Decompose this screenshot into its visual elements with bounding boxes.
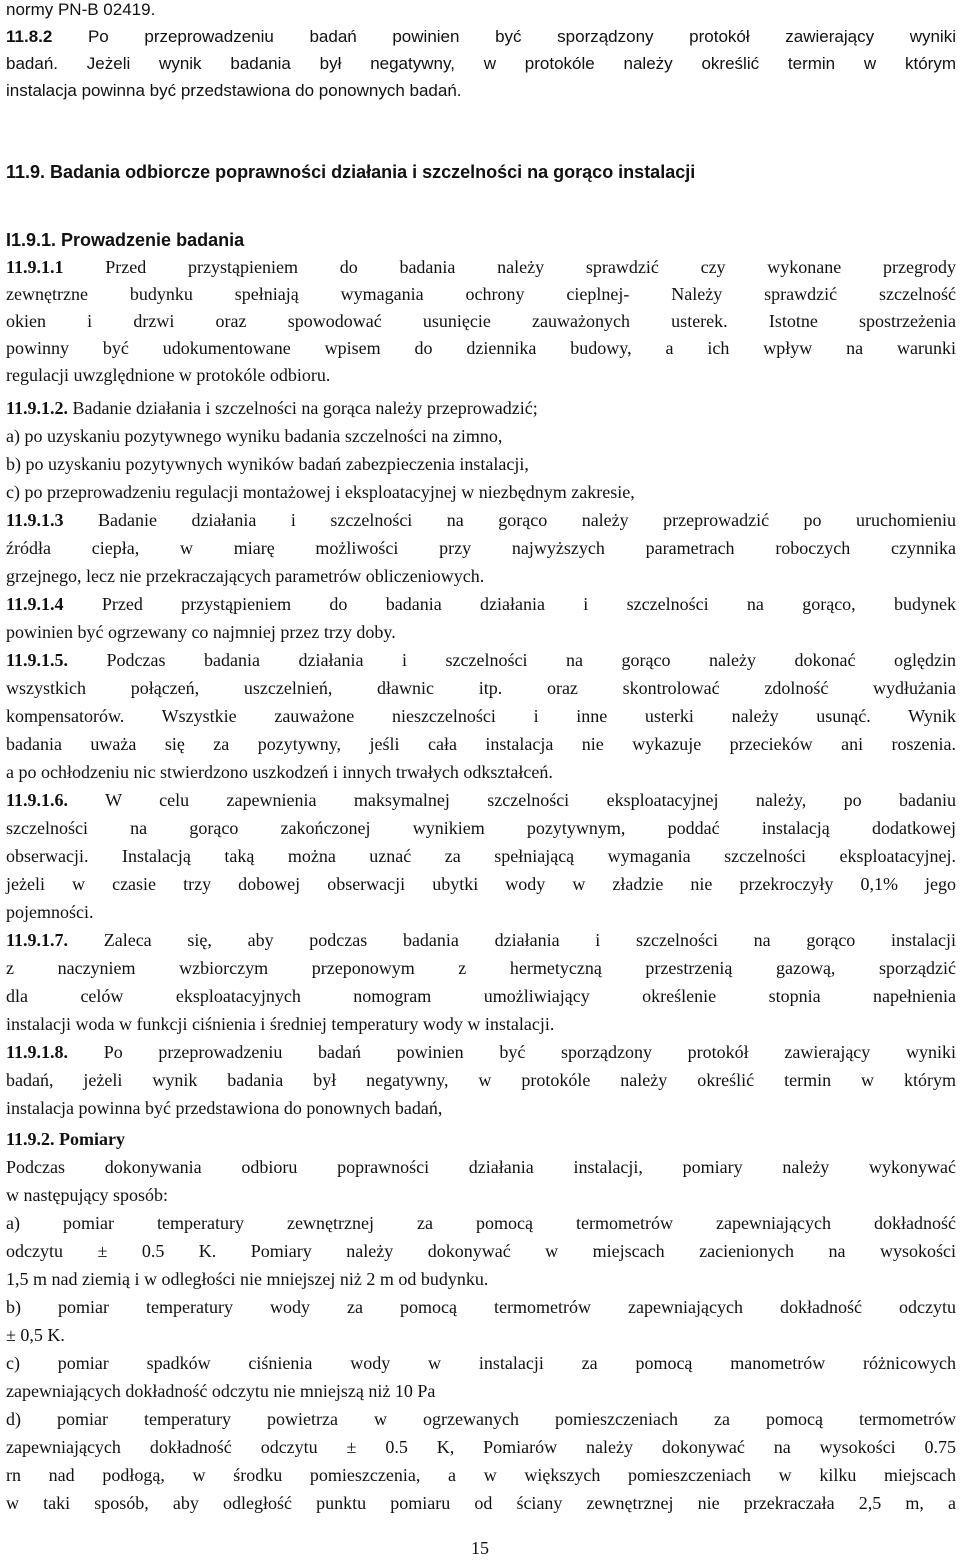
paragraph-text: Po przeprowadzeniu badań powinien być sporządzony protokół zawierający wyniki [52,27,956,46]
list-item: c) pomiar spadków ciśnienia wody w instalacji za pomocą manometrów różnicowych [6,1353,956,1373]
text-line: grzejnego, lecz nie przekraczających parametrów obliczeniowych. [6,566,485,586]
text-line: jeżeli w czasie trzy dobowej obserwacji ubytki wody w zładzie nie przekroczyły 0,1% jego [6,874,956,894]
list-item: d) pomiar temperatury powietrza w ogrzewanych pomieszczeniach za pomocą termometrów [6,1409,956,1429]
text-line: w następujący sposób: [6,1185,168,1205]
text-line: Podczas dokonywania odbioru poprawności działania instalacji, pomiary należy wykonywać [6,1157,956,1177]
paragraph-number: 11.9.1.3 [6,510,64,530]
text-line: instalacja powinna być przedstawiona do ponownych badań. [6,81,462,100]
paragraph-text: Podczas badania działania i szczelności na gorąco należy dokonać oględzin [68,650,956,670]
paragraph-number: 11.9.1.5. [6,650,69,670]
paragraph-number: 11.8.2 [6,27,53,46]
page-number: 15 [471,1538,489,1558]
text-line: ± 0,5 K. [6,1325,65,1345]
text-line: zewnętrzne budynku spełniają wymagania ochrony cieplnej- Należy sprawdzić szczelność [6,284,956,304]
list-item: c) po przeprowadzeniu regulacji montażowej i eksploatacyjnej w niezbędnym zakresie, [6,482,635,502]
text-line: dla celów eksploatacyjnych nomogram umożliwiający określenie stopnia napełnienia [6,986,956,1006]
list-item: b) po uzyskaniu pozytywnych wyników badań zabezpieczenia instalacji, [6,454,529,474]
text-line [6,647,956,674]
text-line: wszystkich połączeń, uszczelnień, dławnic itp. oraz skontrolować zdolność wydłużania [6,678,956,698]
text-line: rn nad podłogą, w środku pomieszczenia, a w większych pomieszczeniach w kilku miejscach [6,1465,956,1485]
paragraph-number: 11.9.1.6. [6,790,69,810]
text-line [6,591,956,618]
text-line [6,787,956,814]
paragraph-text: Po przeprowadzeniu badań powinien być sporządzony protokół zawierający wyniki [68,1042,956,1062]
section-heading: 11.9. Badania odbiorcze poprawności działania i szczelności na gorąco instalacji [6,162,696,182]
paragraph-text: Badanie działania i szczelności na gorąca należy przeprowadzić; [68,398,538,418]
text-line: powinien być ogrzewany co najmniej przez trzy doby. [6,622,396,642]
text-line: szczelności na gorąco zakończonej wynikiem pozytywnym, poddać instalacją dodatkowej [6,818,956,838]
text-line: a po ochłodzeniu nic stwierdzono uszkodzeń i innych trwałych odkształceń. [6,762,553,782]
text-line: zapewniających dokładność odczytu nie mniejszą niż 10 Pa [6,1381,436,1401]
list-item: a) po uzyskaniu pozytywnego wyniku badania szczelności na zimno, [6,426,503,446]
paragraph-text: Badanie działania i szczelności na gorąco należy przeprowadzić po uruchomieniu [63,510,956,530]
subsection-heading: I1.9.1. Prowadzenie badania [6,230,245,250]
text-line: normy PN-B 02419. [6,0,156,19]
text-line: w taki sposób, aby odległość punktu pomiaru od ściany zewnętrznej nie przekraczała 2,5 m, a [6,1493,956,1513]
text-line: badań, jeżeli wynik badania był negatywny, w protokóle należy określić termin w którym [6,1070,956,1090]
paragraph-text: Przed przystąpieniem do badania należy sprawdzić czy wykonane przegrody [63,257,956,277]
text-line: pojemności. [6,902,94,922]
text-line [6,395,956,422]
paragraph-number: 11.9.1.7. [6,930,69,950]
text-line: okien i drzwi oraz spowodować usunięcie zauważonych usterek. Istotne spostrzeżenia [6,311,956,331]
paragraph-number: 11.9.1.2. [6,398,69,418]
text-line: badań. Jeżeli wynik badania był negatywny, w protokóle należy określić termin w którym [6,54,956,73]
text-line: z naczyniem wzbiorczym przeponowym z hermetyczną przestrzenią gazową, sporządzić [6,958,956,978]
text-line: źródła ciepła, w miarę możliwości przy najwyższych parametrach roboczych czynnika [6,538,956,558]
paragraph-number: 11.9.1.4 [6,594,64,614]
text-line: obserwacji. Instalacją taką można uznać za spełniającą wymagania szczelności eksploatacyjnej. [6,846,956,866]
text-line: regulacji uwzględnione w protokóle odbioru. [6,365,331,385]
text-line: instalacja powinna być przedstawiona do ponownych badań, [6,1098,443,1118]
text-line: powinny być udokumentowane wpisem do dziennika budowy, a ich wpływ na warunki [6,338,956,358]
paragraph-text: Przed przystąpieniem do badania działania i szczelności na gorąco, budynek [63,594,956,614]
list-item: a) pomiar temperatury zewnętrznej za pomocą termometrów zapewniających dokładność [6,1213,956,1233]
text-line: odczytu ± 0.5 K. Pomiary należy dokonywać w miejscach zacienionych na wysokości [6,1241,956,1261]
text-line [6,507,956,534]
paragraph-text: Zaleca się, aby podczas badania działania i szczelności na gorąco instalacji [68,930,956,950]
text-line: instalacji woda w funkcji ciśnienia i średniej temperatury wody w instalacji. [6,1014,555,1034]
text-line: zapewniających dokładność odczytu ± 0.5 K, Pomiarów należy dokonywać na wysokości 0.75 [6,1437,956,1457]
text-line [6,23,956,50]
text-line: badania uważa się za pozytywny, jeśli cała instalacja nie wykazuje przecieków ani roszenia. [6,734,956,754]
text-line: kompensatorów. Wszystkie zauważone nieszczelności i inne usterki należy usunąć. Wynik [6,706,956,726]
list-item: b) pomiar temperatury wody za pomocą termometrów zapewniających dokładność odczytu [6,1297,956,1317]
paragraph-text: W celu zapewnienia maksymalnej szczelności eksploatacyjnej należy, po badaniu [68,790,956,810]
subsection-heading: 11.9.2. Pomiary [6,1129,125,1149]
text-line [6,254,956,281]
paragraph-number: 11.9.1.8. [6,1042,69,1062]
paragraph-number: 11.9.1.1 [6,257,64,277]
text-line [6,1039,956,1066]
text-line [6,927,956,954]
text-line: 1,5 m nad ziemią i w odległości nie mniejszej niż 2 m od budynku. [6,1269,489,1289]
